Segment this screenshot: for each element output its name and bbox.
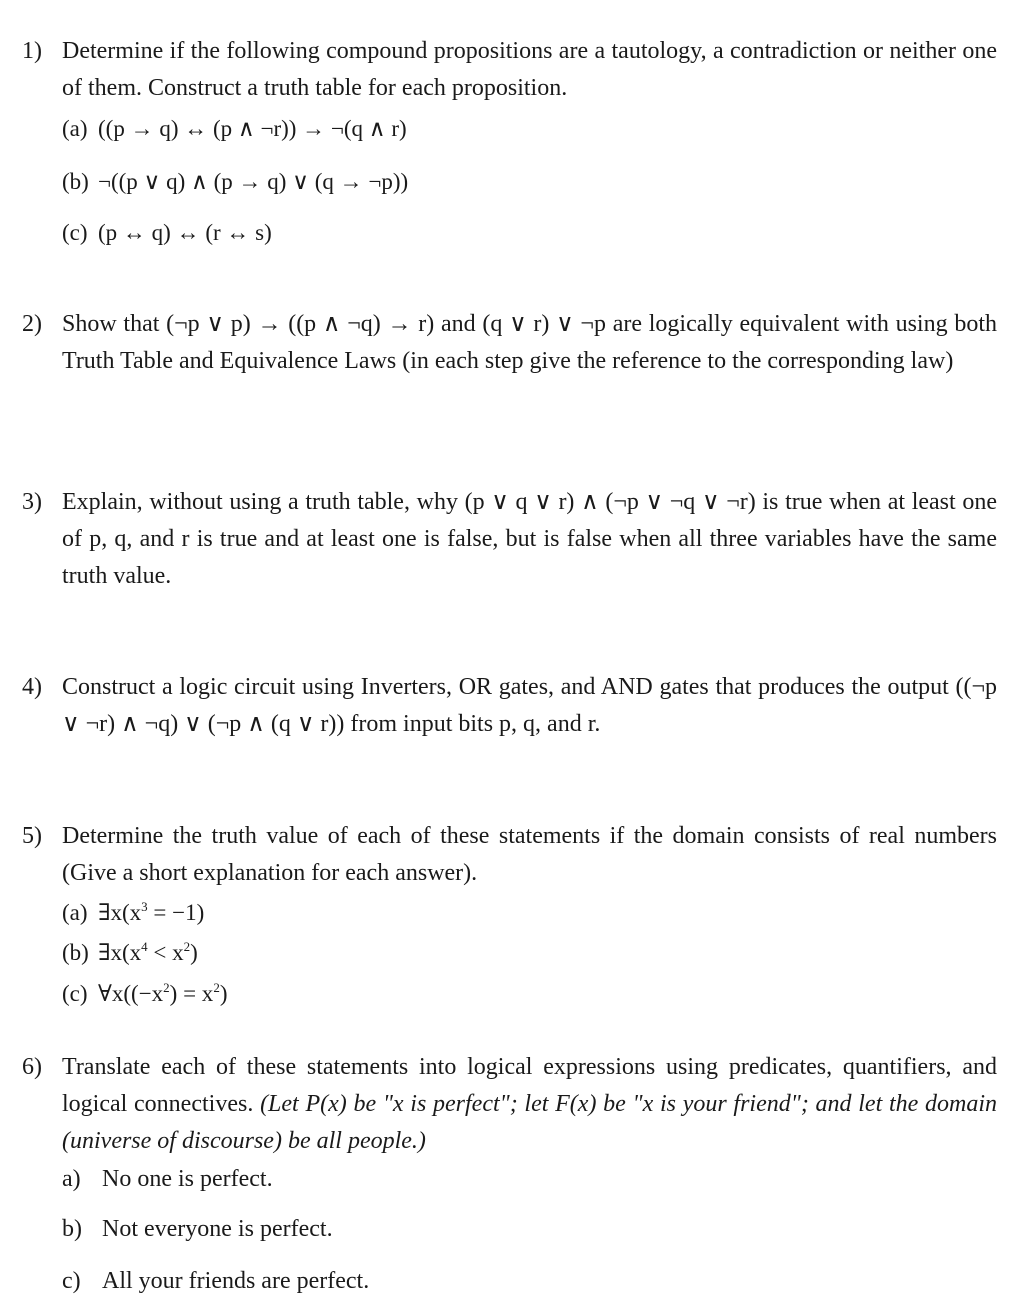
part-1c [62,214,997,251]
part-label: (a) [62,900,88,925]
exponent: 2 [163,980,170,995]
question-number: 3) [22,489,42,515]
part-text: Not everyone is perfect. [102,1216,333,1242]
question-4 [22,669,997,743]
part-label: (c) [62,220,88,245]
part-1b [62,163,997,200]
question-number: 2) [22,311,42,337]
question-body [62,1049,997,1160]
question-text: Show that (¬p ∨ p) → ((p ∧ ¬q) → r) and (q ∨ r) ∨ ¬p are logically equivalent with using both Truth Table and Equivalence Laws (in each step give the reference to the corresponding law) [62,311,997,374]
part-5b [62,934,997,971]
part-6a [62,1154,997,1204]
part-label: (a) [62,116,88,141]
part-label: (b) [62,940,89,965]
part-text: (p ↔ q) ↔ (r ↔ s) [98,220,272,245]
exponent: 2 [213,980,220,995]
question-text: Explain, without using a truth table, why (p ∨ q ∨ r) ∧ (¬p ∨ ¬q ∨ ¬r) is true when at least one of p, q, and r is true and at least one is false, but is false when all three variables have the same truth value. [62,489,997,589]
part-5c [62,975,997,1012]
part-label: (b) [62,169,89,194]
question-number: 6) [22,1054,42,1080]
exponent: 2 [183,939,191,954]
part-6b [62,1204,997,1254]
part-pre: ∃x(x [98,940,142,965]
part-text: ((p → q) ↔ (p ∧ ¬r)) → ¬(q ∧ r) [98,116,407,141]
part-post: ) [219,981,228,1006]
part-5a [62,894,997,931]
question-text: Determine the truth value of each of these statements if the domain consists of real numbers (Give a short explanation for each answer). [62,823,997,886]
part-6c [62,1256,997,1306]
part-post: = −1) [147,900,205,925]
question-6 [22,1049,997,1306]
question-note: (Let P(x) be "x is perfect"; let F(x) be "x is your friend"; and let the domain (universe of discourse) be all people.) [62,1091,998,1154]
part-text: ¬((p ∨ q) ∧ (p → q) ∨ (q → ¬p)) [98,169,409,194]
part-pre: ∃x(x [98,900,142,925]
part-text: No one is perfect. [102,1166,273,1192]
part-post: ) [190,940,198,965]
question-number: 4) [22,674,42,700]
question-text: Translate each of these statements into logical expressions using predicates, quantifiers, and logical connectives. [62,1054,997,1117]
exponent: 3 [141,899,148,914]
question-text: Determine if the following compound propositions are a tautology, a contradiction or neither one of them. Construct a truth table for each proposition. [62,38,997,101]
question-2 [22,306,997,380]
part-pre: ∀x((−x [98,981,164,1006]
exponent: 4 [141,939,148,954]
part-label: a) [62,1166,81,1192]
part-text: All your friends are perfect. [102,1268,370,1294]
question-text: Construct a logic circuit using Inverters, OR gates, and AND gates that produces the output ((¬p ∨ ¬r) ∧ ¬q) ∨ (¬p ∧ (q ∨ r)) from input bits p, q, and r. [62,674,997,737]
part-mid: ) = x [169,981,214,1006]
question-3 [22,484,997,595]
question-1 [22,33,997,251]
part-label: (c) [62,981,88,1006]
part-label: c) [62,1268,81,1294]
question-5 [22,818,997,1012]
part-1a [62,110,997,147]
part-label: b) [62,1216,82,1242]
question-number: 1) [22,38,42,64]
question-number: 5) [22,823,42,849]
part-mid: < x [147,940,184,965]
